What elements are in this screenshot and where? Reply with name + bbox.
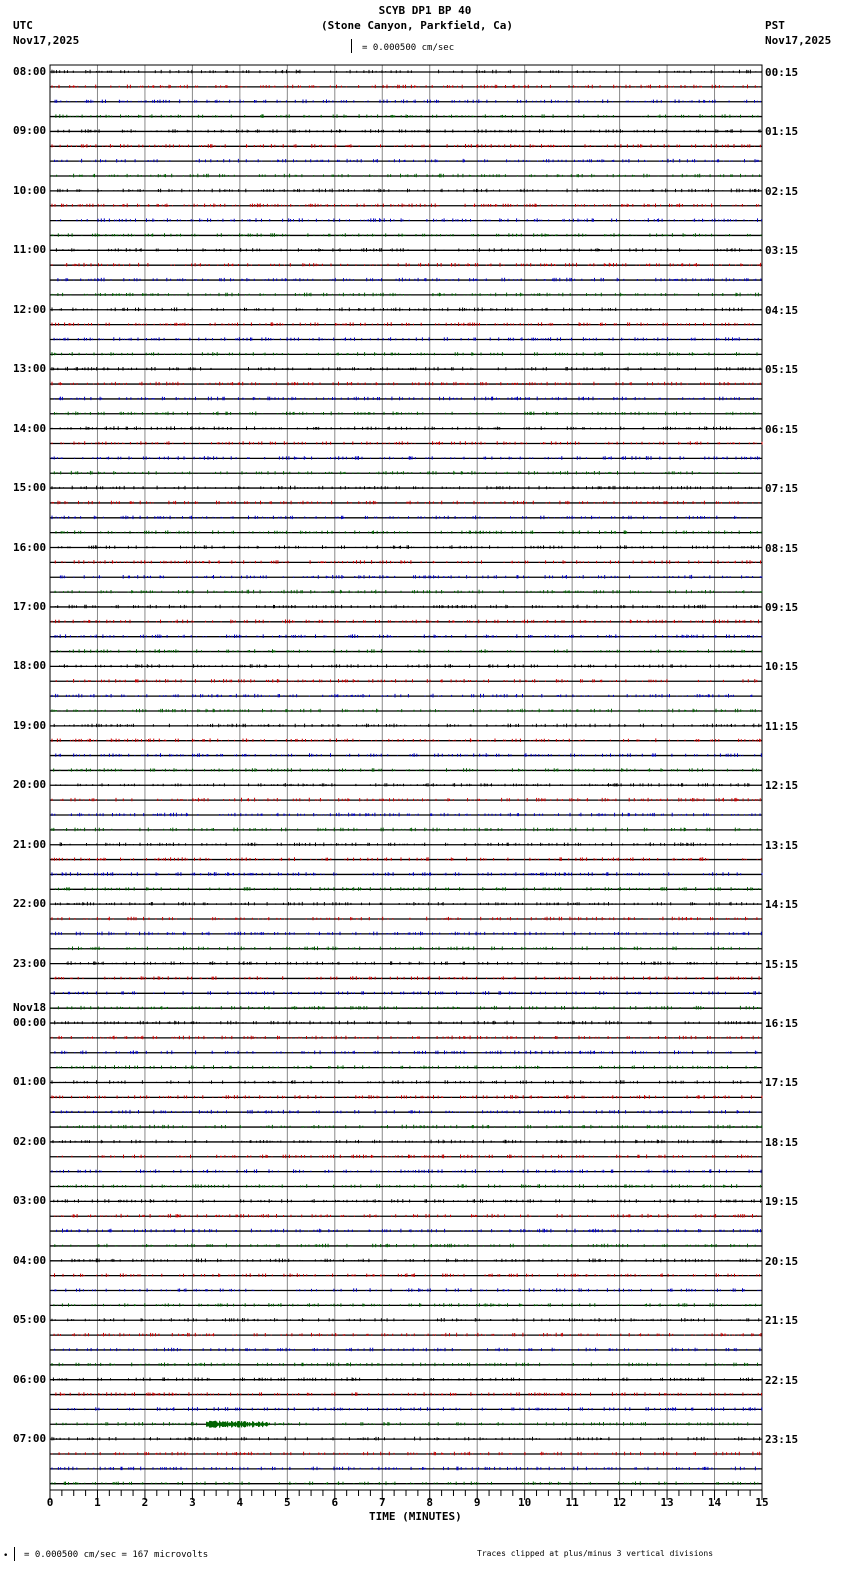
x-tick-label: 8 [426,1496,434,1509]
utc-hour-label: 05:00 [13,1313,47,1327]
utc-hour-label: 18:00 [13,659,47,673]
utc-hour-label: 23:00 [13,956,47,970]
utc-hour-label: 12:00 [13,302,47,316]
pst-hour-label: 21:15 [765,1314,799,1328]
pst-hour-label: 02:15 [765,184,799,198]
x-tick-label: 2 [141,1496,149,1509]
x-tick-label: 7 [378,1496,386,1509]
pst-hour-label: 17:15 [765,1076,799,1090]
pst-hour-label: 01:15 [765,125,799,139]
pst-hour-label: 13:15 [765,838,799,852]
pst-hour-label: 16:15 [765,1017,799,1031]
seismic-event [207,1421,268,1428]
utc-hour-label: 16:00 [13,540,47,554]
x-tick-label: 0 [46,1496,54,1509]
x-tick-label: 5 [284,1496,291,1509]
right-date: Nov17,2025 [765,34,832,47]
utc-hour-label: 08:00 [13,65,47,78]
utc-hour-label: 01:00 [13,1075,47,1089]
clip-note: Traces clipped at plus/minus 3 vertical divisions [477,1549,714,1558]
utc-hour-label: 21:00 [13,837,47,851]
pst-hour-label: 10:15 [765,660,799,674]
pst-hour-label: 23:15 [765,1433,799,1447]
utc-hour-label: 04:00 [13,1253,47,1267]
x-axis-label: TIME (MINUTES) [369,1510,462,1523]
pst-hour-label: 07:15 [765,482,799,496]
footer-scale: = 0.000500 cm/sec = 167 microvolts [24,1550,209,1560]
pst-hour-label: 00:15 [765,66,799,79]
x-tick-label: 12 [612,1496,627,1509]
scale-label: = 0.000500 cm/sec [362,43,455,53]
pst-hour-label: 04:15 [765,303,799,317]
x-tick-label: 4 [236,1496,244,1509]
utc-hour-label: 14:00 [13,421,47,435]
pst-hour-label: 08:15 [765,541,799,555]
footer-mark: • [3,1551,9,1561]
chart-title: SCYB DP1 BP 40 [378,4,472,17]
pst-hour-label: 06:15 [765,422,799,436]
x-tick-label: 15 [755,1496,769,1509]
utc-hour-label: 00:00 [13,1016,47,1030]
footer-scale-bar-icon [14,1547,15,1561]
x-tick-label: 10 [518,1496,532,1509]
pst-hour-label: 20:15 [765,1254,799,1268]
x-tick-label: 13 [660,1496,674,1509]
right-timezone: PST [765,19,785,32]
utc-hour-label: 20:00 [13,778,47,792]
utc-hour-label: 10:00 [13,183,47,197]
left-timezone: UTC [13,19,33,32]
utc-hour-label: 02:00 [13,1134,47,1148]
x-tick-label: 1 [94,1496,101,1509]
pst-hour-label: 14:15 [765,898,799,912]
utc-hour-label: 03:00 [13,1194,47,1208]
x-tick-label: 11 [565,1496,579,1509]
trace-4 [55,129,760,133]
utc-hour-label: 19:00 [13,718,47,732]
pst-hour-label: 19:15 [765,1195,799,1209]
station-subtitle: (Stone Canyon, Parkfield, Ca) [320,19,514,32]
utc-hour-label: 06:00 [13,1372,47,1386]
left-date: Nov17,2025 [13,34,80,47]
pst-hour-label: 03:15 [765,244,799,258]
utc-hour-label: 17:00 [13,599,47,613]
pst-hour-label: 09:15 [765,600,799,614]
pst-hour-label: 22:15 [765,1373,799,1387]
x-tick-label: 14 [707,1496,722,1509]
pst-hour-label: 05:15 [765,363,799,377]
pst-hour-label: 11:15 [765,719,799,733]
utc-hour-label: 09:00 [13,124,47,138]
utc-hour-label: 15:00 [13,481,47,495]
utc-hour-label: 11:00 [13,243,47,257]
x-tick-label: 9 [473,1496,481,1509]
date-change-label: Nov18 [13,1001,47,1015]
pst-hour-label: 18:15 [765,1135,799,1149]
utc-hour-label: 22:00 [13,897,47,911]
x-tick-label: 3 [189,1496,196,1509]
utc-hour-label: 07:00 [13,1432,47,1446]
utc-hour-label: 13:00 [13,362,47,376]
pst-hour-label: 12:15 [765,779,799,793]
x-tick-label: 6 [331,1496,339,1509]
pst-hour-label: 15:15 [765,957,799,971]
